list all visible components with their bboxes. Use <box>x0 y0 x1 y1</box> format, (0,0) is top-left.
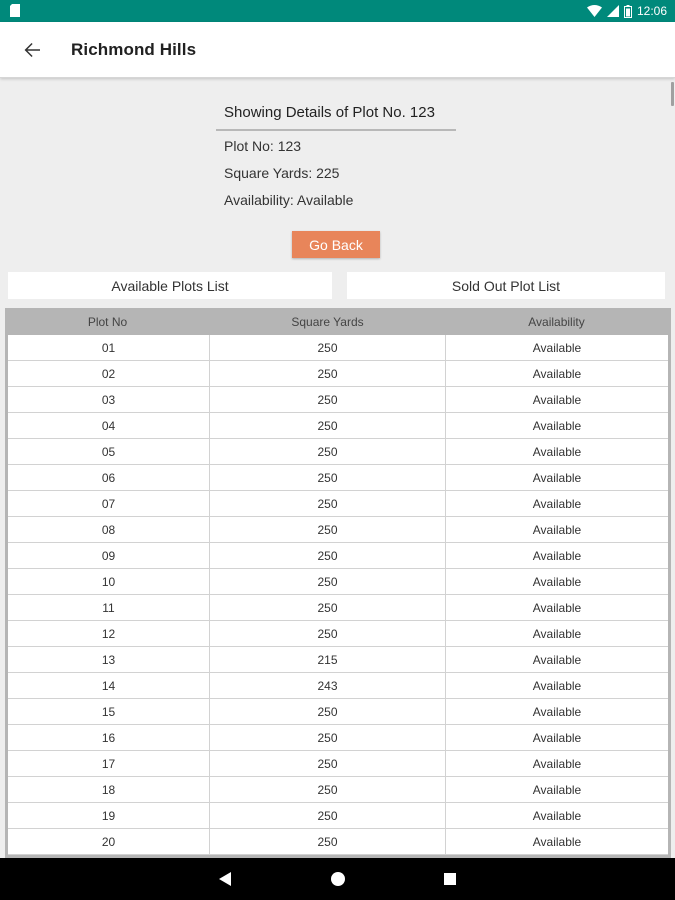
cell-availability: Available <box>532 444 582 459</box>
cell-availability: Available <box>532 366 582 381</box>
cell-availability: Available <box>532 626 582 641</box>
cell-square-yards: 250 <box>210 621 446 646</box>
cell-availability: Available <box>532 704 582 719</box>
table-row[interactable] <box>8 595 668 621</box>
table-row[interactable] <box>8 803 668 829</box>
cell-square-yards: 250 <box>210 439 446 464</box>
table-row[interactable] <box>8 491 668 517</box>
cell-plot-no: 14 <box>8 673 210 698</box>
recents-square-icon[interactable] <box>442 871 458 887</box>
cell-plot-no: 02 <box>8 361 210 386</box>
home-circle-icon[interactable] <box>330 871 346 887</box>
back-triangle-icon[interactable] <box>218 871 234 887</box>
plot-details-card <box>216 92 476 208</box>
arrow-back-icon[interactable] <box>20 38 44 62</box>
cell-square-yards: 250 <box>210 699 446 724</box>
cell-plot-no: 08 <box>8 517 210 542</box>
heading-underline <box>216 129 456 131</box>
header-plot-no: Plot No <box>87 314 128 329</box>
cell-plot-no: 19 <box>8 803 210 828</box>
table-row[interactable] <box>8 699 668 725</box>
cell-plot-no: 16 <box>8 725 210 750</box>
cell-square-yards: 250 <box>210 569 446 594</box>
table-row[interactable] <box>8 465 668 491</box>
cell-plot-no: 15 <box>8 699 210 724</box>
cell-square-yards: 243 <box>210 673 446 698</box>
cell-plot-no: 06 <box>8 465 210 490</box>
table-row[interactable] <box>8 777 668 803</box>
availability-text: Availability: Available <box>224 192 354 208</box>
table-body <box>8 335 668 855</box>
cell-availability: Available <box>532 678 582 693</box>
cell-availability: Available <box>532 470 582 485</box>
cell-square-yards: 250 <box>210 335 446 360</box>
cell-availability: Available <box>532 834 582 849</box>
table-row[interactable] <box>8 439 668 465</box>
cell-availability: Available <box>532 600 582 615</box>
table-row[interactable] <box>8 725 668 751</box>
cell-availability: Available <box>532 340 582 355</box>
clock: 12:06 <box>636 4 667 18</box>
go-back-button[interactable]: Go Back <box>292 231 380 258</box>
cell-availability: Available <box>532 548 582 563</box>
cell-square-yards: 250 <box>210 465 446 490</box>
table-row[interactable] <box>8 829 668 855</box>
plot-no-text: Plot No: 123 <box>224 138 302 154</box>
notification-icon <box>10 4 20 17</box>
cell-square-yards: 250 <box>210 595 446 620</box>
table-row[interactable] <box>8 751 668 777</box>
cell-plot-no: 09 <box>8 543 210 568</box>
cell-square-yards: 250 <box>210 829 446 854</box>
cell-plot-no: 13 <box>8 647 210 672</box>
table-row[interactable] <box>8 413 668 439</box>
table-row[interactable] <box>8 569 668 595</box>
cell-plot-no: 11 <box>8 595 210 620</box>
cell-availability: Available <box>532 652 582 667</box>
cell-plot-no: 10 <box>8 569 210 594</box>
cell-availability: Available <box>532 522 582 537</box>
header-availability: Availability <box>528 314 585 329</box>
plots-table <box>5 308 671 860</box>
cell-plot-no: 17 <box>8 751 210 776</box>
table-row[interactable] <box>8 673 668 699</box>
cell-square-yards: 250 <box>210 803 446 828</box>
app-bar <box>0 22 675 78</box>
sold-out-plot-list-button[interactable]: Sold Out Plot List <box>347 272 665 299</box>
table-row[interactable] <box>8 621 668 647</box>
cell-plot-no: 18 <box>8 777 210 802</box>
cell-plot-no: 12 <box>8 621 210 646</box>
cell-square-yards: 215 <box>210 647 446 672</box>
available-plots-list-button[interactable]: Available Plots List <box>8 272 332 299</box>
wifi-icon <box>587 5 602 17</box>
cell-square-yards: 250 <box>210 361 446 386</box>
cell-square-yards: 250 <box>210 725 446 750</box>
table-row[interactable] <box>8 361 668 387</box>
table-row[interactable] <box>8 543 668 569</box>
cell-availability: Available <box>532 496 582 511</box>
table-row[interactable] <box>8 387 668 413</box>
table-row[interactable] <box>8 647 668 673</box>
cell-plot-no: 05 <box>8 439 210 464</box>
cell-plot-no: 20 <box>8 829 210 854</box>
app-title: Richmond Hills <box>71 40 197 59</box>
cell-square-yards: 250 <box>210 413 446 438</box>
status-bar <box>0 0 675 22</box>
cell-square-yards: 250 <box>210 491 446 516</box>
table-row[interactable] <box>8 335 668 361</box>
cell-plot-no: 03 <box>8 387 210 412</box>
cell-square-yards: 250 <box>210 751 446 776</box>
cell-square-yards: 250 <box>210 517 446 542</box>
cell-availability: Available <box>532 730 582 745</box>
cell-availability: Available <box>532 808 582 823</box>
table-header <box>5 308 671 335</box>
cell-plot-no: 01 <box>8 335 210 360</box>
cell-availability: Available <box>532 418 582 433</box>
details-heading: Showing Details of Plot No. 123 <box>224 104 435 121</box>
cell-square-yards: 250 <box>210 777 446 802</box>
cell-availability: Available <box>532 756 582 771</box>
cell-square-yards: 250 <box>210 387 446 412</box>
cell-square-yards: 250 <box>210 543 446 568</box>
cell-availability: Available <box>532 574 582 589</box>
scrollbar-thumb[interactable] <box>671 82 674 106</box>
system-nav-bar <box>0 858 675 900</box>
cell-signal-icon <box>607 5 619 17</box>
square-yards-text: Square Yards: 225 <box>224 165 340 181</box>
cell-availability: Available <box>532 392 582 407</box>
cell-plot-no: 07 <box>8 491 210 516</box>
status-icons <box>587 3 667 19</box>
table-row[interactable] <box>8 517 668 543</box>
cell-availability: Available <box>532 782 582 797</box>
header-square-yards: Square Yards <box>291 314 364 329</box>
battery-icon <box>624 5 632 18</box>
cell-plot-no: 04 <box>8 413 210 438</box>
